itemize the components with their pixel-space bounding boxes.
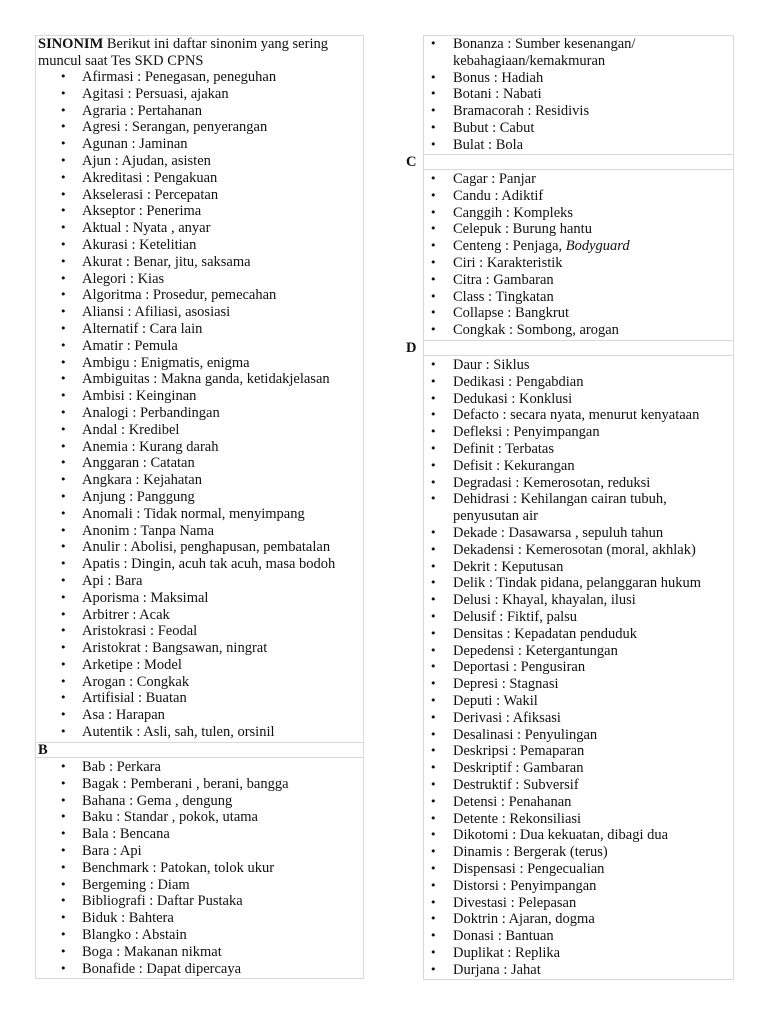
list-item-text: Anomali : Tidak normal, menyimpang — [82, 505, 305, 522]
list-item — [424, 760, 733, 777]
list-item — [424, 458, 733, 475]
list-item — [424, 255, 733, 272]
section-b-continued-list — [424, 36, 733, 154]
list-item-text: Distorsi : Penyimpangan — [453, 877, 597, 894]
list-item-text: Delusi : Khayal, khayalan, ilusi — [453, 592, 636, 609]
list-item-text: Duplikat : Replika — [453, 944, 561, 961]
list-item-text: Durjana : Jahat — [453, 961, 541, 978]
list-item — [424, 305, 733, 322]
section-d-list — [424, 357, 733, 978]
list-item — [36, 927, 363, 944]
list-item-text: Ajun : Ajudan, asisten — [82, 152, 211, 169]
list-item-text: Bulat : Bola — [453, 136, 524, 153]
list-item — [36, 506, 363, 523]
list-item-text: Agraria : Pertahanan — [82, 102, 202, 119]
list-item — [36, 439, 363, 456]
list-item — [424, 878, 733, 895]
list-item-text: Arogan : Congkak — [82, 673, 190, 690]
list-item — [36, 119, 363, 136]
list-item-text: Deputi : Wakil — [453, 692, 538, 709]
list-item — [424, 743, 733, 760]
list-item — [36, 455, 363, 472]
title-rest: Berikut ini daftar sinonim yang sering muncul saat Tes SKD CPNS — [38, 36, 328, 69]
list-item-text: Dekade : Dasawarsa , sepuluh tahun — [453, 524, 664, 541]
list-item-text: Deskriptif : Gambaran — [453, 760, 584, 777]
list-item — [36, 136, 363, 153]
right-column — [406, 35, 734, 980]
list-item — [424, 525, 733, 542]
list-item — [36, 472, 363, 489]
list-item — [36, 944, 363, 961]
list-item-text: Afirmasi : Penegasan, peneguhan — [82, 69, 277, 85]
list-item — [424, 945, 733, 962]
list-item — [36, 590, 363, 607]
list-item — [424, 727, 733, 744]
list-item — [424, 710, 733, 727]
list-item — [36, 405, 363, 422]
list-item — [424, 962, 733, 979]
list-item-text: Benchmark : Patokan, tolok ukur — [82, 859, 275, 876]
list-item-text: Api : Bara — [82, 572, 143, 589]
list-item-text: Ambigu : Enigmatis, enigma — [82, 354, 250, 371]
list-item-text: Bagak : Pemberani , berani, bangga — [82, 775, 289, 792]
list-item-text: Detente : Rekonsiliasi — [453, 810, 582, 827]
list-item — [424, 289, 733, 306]
list-item-text: Daur : Siklus — [453, 357, 530, 373]
list-item — [36, 843, 363, 860]
list-item-text: Dinamis : Bergerak (terus) — [453, 844, 608, 861]
list-item-text: Akselerasi : Percepatan — [82, 186, 219, 203]
list-item-text: Baku : Standar , pokok, utama — [82, 809, 258, 826]
list-item-text: Doktrin : Ajaran, dogma — [453, 911, 595, 928]
list-item — [36, 657, 363, 674]
list-item — [424, 693, 733, 710]
letter-b-label: B — [38, 742, 48, 758]
list-item — [36, 103, 363, 120]
list-item-text: Defacto : secara nyata, menurut kenyataan — [453, 407, 700, 424]
list-item — [36, 355, 363, 372]
list-item — [424, 659, 733, 676]
list-item — [36, 271, 363, 288]
list-item-text: Collapse : Bangkrut — [453, 305, 569, 322]
list-item-text: Defleksi : Penyimpangan — [453, 424, 600, 441]
list-item — [424, 36, 733, 70]
list-item — [36, 422, 363, 439]
list-item — [36, 237, 363, 254]
list-item — [424, 441, 733, 458]
list-item-text: Deskripsi : Pemaparan — [453, 743, 585, 760]
list-item-text: Dekadensi : Kemerosotan (moral, akhlak) — [453, 541, 696, 558]
letter-b-heading — [36, 742, 363, 758]
list-item-text: Aristokrasi : Feodal — [82, 623, 198, 640]
title-bold: SINONIM — [38, 36, 104, 52]
list-item — [36, 607, 363, 624]
list-item-text: Anulir : Abolisi, penghapusan, pembatalan — [82, 539, 331, 556]
list-item — [36, 724, 363, 741]
list-item-text: Bonus : Hadiah — [453, 69, 544, 86]
list-item — [36, 187, 363, 204]
list-item — [424, 609, 733, 626]
list-item-text: Bubut : Cabut — [453, 119, 535, 136]
list-item — [424, 575, 733, 592]
list-item-italic: Bodyguard — [565, 238, 630, 255]
list-item-text: Delik : Tindak pidana, pelanggaran hukum — [453, 575, 702, 592]
list-item — [424, 137, 733, 154]
list-item-text: Bahana : Gema , dengung — [82, 792, 233, 809]
list-item — [36, 153, 363, 170]
section-a-list — [36, 69, 363, 741]
list-item-text: Aristokrat : Bangsawan, ningrat — [82, 640, 268, 657]
list-item-text: Celepuk : Burung hantu — [453, 221, 592, 238]
list-item — [424, 643, 733, 660]
list-item — [424, 424, 733, 441]
list-item — [36, 640, 363, 657]
list-item-text: Ciri : Karakteristik — [453, 254, 563, 271]
list-item — [36, 707, 363, 724]
list-item — [36, 809, 363, 826]
list-item — [424, 676, 733, 693]
list-item-text: Autentik : Asli, sah, tulen, orsinil — [82, 724, 275, 741]
list-item-text: Biduk : Bahtera — [82, 910, 174, 927]
list-item-text: Cagar : Panjar — [453, 171, 536, 187]
list-item — [424, 895, 733, 912]
list-item — [424, 861, 733, 878]
list-item-text: Alternatif : Cara lain — [82, 320, 203, 337]
list-item-text: Anemia : Kurang darah — [82, 438, 219, 455]
list-item-text: Densitas : Kepadatan penduduk — [453, 625, 638, 642]
list-item-text: Depresi : Stagnasi — [453, 676, 559, 693]
list-item-text: Bramacorah : Residivis — [453, 103, 590, 120]
list-item-text: Canggih : Kompleks — [453, 204, 574, 221]
list-item-text: Dikotomi : Dua kekuatan, dibagi dua — [453, 827, 669, 844]
list-item-text: Akurat : Benar, jitu, saksama — [82, 253, 251, 270]
list-item — [424, 120, 733, 137]
list-item-text: Amatir : Pemula — [82, 337, 178, 354]
list-item — [424, 928, 733, 945]
list-item-text: Aliansi : Afiliasi, asosiasi — [82, 304, 231, 321]
list-item-text: Arbitrer : Acak — [82, 606, 170, 623]
list-item-text: Desalinasi : Penyulingan — [453, 726, 598, 743]
list-item — [36, 539, 363, 556]
list-item — [36, 573, 363, 590]
list-item-text: Dehidrasi : Kehilangan cairan tubuh, penyusutan air — [453, 491, 667, 525]
list-item-text: Bara : Api — [82, 842, 142, 859]
list-item — [36, 203, 363, 220]
list-item-text: Detensi : Penahanan — [453, 793, 572, 810]
list-item — [36, 321, 363, 338]
list-item — [424, 86, 733, 103]
list-item-text: Citra : Gambaran — [453, 271, 554, 288]
list-item-text: Asa : Harapan — [82, 707, 165, 724]
list-item-text: Centeng : Penjaga, — [453, 238, 563, 255]
list-item-text: Agitasi : Persuasi, ajakan — [82, 85, 229, 102]
list-item-text: Bonanza : Sumber kesenangan/ kebahagiaan/kemakmuran — [453, 36, 636, 69]
list-item — [36, 304, 363, 321]
letter-c-label: C — [406, 154, 417, 170]
list-item — [36, 523, 363, 540]
list-item — [36, 388, 363, 405]
list-item — [424, 322, 733, 339]
list-item-text: Dedukasi : Konklusi — [453, 390, 573, 407]
list-item — [424, 911, 733, 928]
list-item — [424, 844, 733, 861]
list-item — [36, 759, 363, 776]
list-item — [36, 170, 363, 187]
list-item — [36, 338, 363, 355]
list-item-text: Donasi : Bantuan — [453, 928, 554, 945]
list-item-text: Derivasi : Afiksasi — [453, 709, 561, 726]
list-item-text: Bergeming : Diam — [82, 876, 190, 893]
list-item-text: Degradasi : Kemerosotan, reduksi — [453, 474, 651, 491]
section-c-list — [424, 171, 733, 339]
list-item — [36, 910, 363, 927]
list-item — [36, 623, 363, 640]
list-item — [424, 794, 733, 811]
list-item — [424, 542, 733, 559]
list-item — [424, 777, 733, 794]
list-item-text: Dispensasi : Pengecualian — [453, 860, 605, 877]
list-item-text: Bibliografi : Daftar Pustaka — [82, 893, 243, 910]
list-item-text: Analogi : Perbandingan — [82, 404, 220, 421]
list-item — [424, 626, 733, 643]
list-item-text: Anggaran : Catatan — [82, 455, 195, 472]
list-item — [424, 592, 733, 609]
list-item — [36, 86, 363, 103]
list-item — [424, 811, 733, 828]
list-item — [424, 559, 733, 576]
list-item — [36, 776, 363, 793]
list-item — [424, 70, 733, 87]
list-item-text: Angkara : Kejahatan — [82, 472, 202, 489]
list-item-text: Andal : Kredibel — [82, 421, 180, 438]
list-item — [36, 860, 363, 877]
list-item-text: Akreditasi : Pengakuan — [82, 169, 218, 186]
list-item — [424, 374, 733, 391]
list-item-text: Bab : Perkara — [82, 759, 161, 775]
list-item — [424, 357, 733, 374]
list-item-text: Algoritma : Prosedur, pemecahan — [82, 287, 277, 304]
list-item-text: Agresi : Serangan, penyerangan — [82, 119, 268, 136]
list-item-text: Agunan : Jaminan — [82, 136, 188, 153]
list-item — [424, 205, 733, 222]
list-item — [36, 287, 363, 304]
list-item-text: Aktual : Nyata , anyar — [82, 220, 211, 237]
letter-d-label: D — [406, 340, 417, 356]
list-item-text: Apatis : Dingin, acuh tak acuh, masa bodoh — [82, 556, 336, 573]
list-item — [36, 220, 363, 237]
list-item-text: Akurasi : Ketelitian — [82, 236, 197, 253]
list-item-text: Divestasi : Pelepasan — [453, 894, 577, 911]
list-item-text: Anonim : Tanpa Nama — [82, 522, 215, 539]
list-item-text: Anjung : Panggung — [82, 488, 195, 505]
list-item-text: Bala : Bencana — [82, 826, 170, 843]
list-item — [424, 407, 733, 424]
list-item — [36, 674, 363, 691]
list-item — [36, 826, 363, 843]
list-item-text: Depedensi : Ketergantungan — [453, 642, 618, 659]
list-item-text: Destruktif : Subversif — [453, 776, 579, 793]
list-item-text: Defisit : Kekurangan — [453, 457, 575, 474]
list-item-text: Alegori : Kias — [82, 270, 165, 287]
list-item — [36, 69, 363, 86]
list-item-text: Dedikasi : Pengabdian — [453, 373, 584, 390]
list-item — [36, 556, 363, 573]
list-item — [424, 238, 733, 255]
list-item-text: Blangko : Abstain — [82, 926, 187, 943]
list-item — [36, 690, 363, 707]
list-item — [424, 475, 733, 492]
list-item-text: Ambiguitas : Makna ganda, ketidakjelasan — [82, 371, 330, 388]
list-item — [424, 272, 733, 289]
list-item-text: Artifisial : Buatan — [82, 690, 187, 707]
list-item-text: Bonafide : Dapat dipercaya — [82, 960, 242, 977]
list-item — [36, 371, 363, 388]
list-item-text: Dekrit : Keputusan — [453, 558, 564, 575]
list-item-text: Delusif : Fiktif, palsu — [453, 608, 578, 625]
list-item — [424, 221, 733, 238]
list-item-text: Candu : Adiktif — [453, 187, 544, 204]
list-item — [424, 188, 733, 205]
list-item-text: Deportasi : Pengusiran — [453, 659, 586, 676]
list-item-text: Akseptor : Penerima — [82, 203, 202, 220]
left-column — [35, 35, 364, 979]
document-title — [36, 36, 363, 70]
list-item — [424, 103, 733, 120]
list-item-text: Aporisma : Maksimal — [82, 589, 209, 606]
list-item — [36, 254, 363, 271]
list-item-text: Class : Tingkatan — [453, 288, 554, 305]
list-item — [424, 171, 733, 188]
list-item — [36, 961, 363, 978]
list-item — [36, 489, 363, 506]
list-item — [424, 391, 733, 408]
list-item — [424, 491, 733, 525]
list-item-text: Ambisi : Keinginan — [82, 388, 197, 405]
list-item-text: Boga : Makanan nikmat — [82, 943, 222, 960]
list-item-text: Congkak : Sombong, arogan — [453, 322, 619, 339]
list-item-text: Arketipe : Model — [82, 656, 182, 673]
letter-c-heading — [406, 154, 733, 170]
list-item — [36, 793, 363, 810]
list-item — [424, 827, 733, 844]
list-item — [36, 877, 363, 894]
list-item-text: Botani : Nabati — [453, 86, 542, 103]
list-item — [36, 893, 363, 910]
list-item-text: Definit : Terbatas — [453, 440, 554, 457]
letter-d-heading — [406, 340, 733, 356]
section-b-list — [36, 759, 363, 977]
